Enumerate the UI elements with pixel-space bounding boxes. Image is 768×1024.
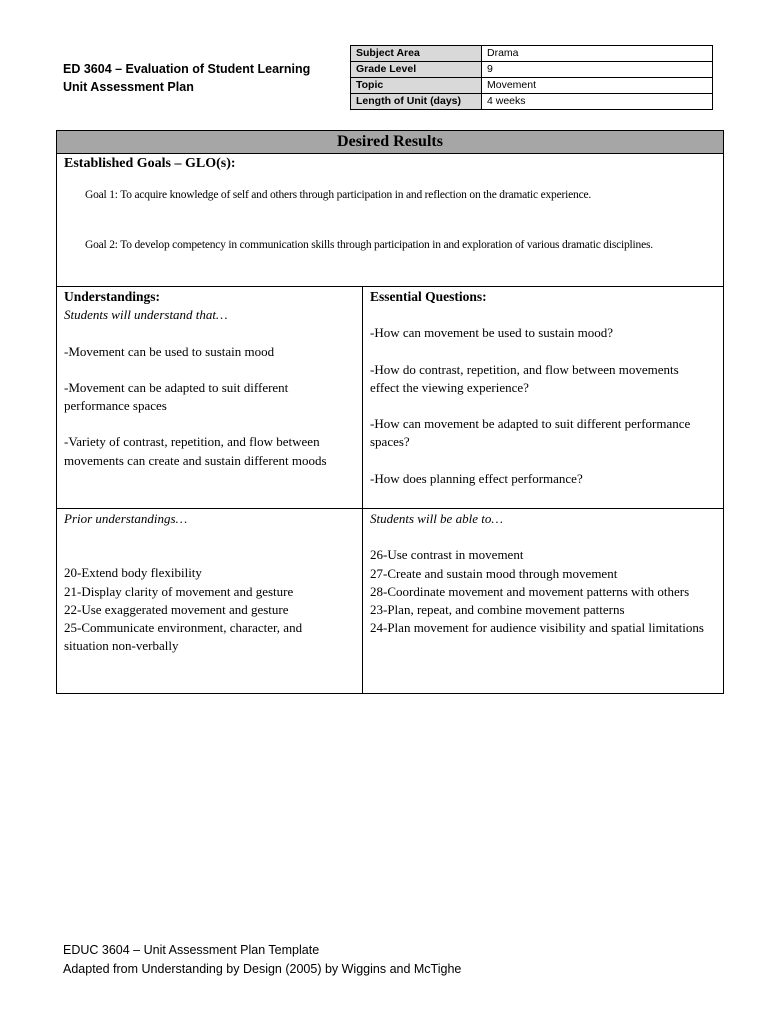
grade-level-label: Grade Level [351,62,482,78]
course-title-line1: ED 3604 – Evaluation of Student Learning [63,62,311,76]
established-goals-heading: Established Goals – GLO(s): [64,156,236,171]
list-item: -How can movement be used to sustain mood? [370,325,613,341]
list-item: -Movement can be adapted to suit different performance spaces [64,379,289,414]
desired-results-table [56,130,724,694]
desired-results-title: Desired Results [57,131,723,154]
row-divider [57,508,723,509]
list-item: 27-Create and sustain mood through movement [370,565,618,581]
table-row [351,78,713,94]
table-row [351,62,713,78]
essential-questions-heading: Essential Questions: [370,289,487,304]
list-item: 22-Use exaggerated movement and gesture [64,601,289,617]
unit-length-value: 4 weeks [482,94,713,110]
subject-area-value: Drama [482,46,713,62]
list-item: -How does planning effect performance? [370,470,583,486]
topic-value: Movement [482,78,713,94]
list-item: 25-Communicate environment, character, and situation non-verbally [64,620,303,654]
document-title [63,60,343,96]
understandings-subheading: Students will understand that… [64,307,228,323]
list-item: -How can movement be adapted to suit different performance spaces? [370,416,691,450]
goal-1: Goal 1: To acquire knowledge of self and others through participation in and reflection on the dramatic experience. [85,189,592,201]
topic-label: Topic [351,78,482,94]
understandings-heading: Understandings: [64,289,161,304]
list-item: -Movement can be used to sustain mood [64,343,275,359]
list-item: -Variety of contrast, repetition, and flow between movements can create and sustain different moods [64,434,327,468]
list-item: 24-Plan movement for audience visibility and spatial limitations [370,620,704,636]
able-to-heading: Students will be able to… [370,511,503,526]
prior-understandings-heading: Prior understandings… [64,511,188,526]
course-title-line2: Unit Assessment Plan [63,80,194,94]
prior-understandings-cell [64,510,349,656]
footer-line2: Adapted from Understanding by Design (2005) by Wiggins and McTighe [63,962,462,976]
subject-area-label: Subject Area [351,46,482,62]
list-item: -How do contrast, repetition, and flow between movements effect the viewing experience? [370,361,679,395]
footer-line1: EDUC 3604 – Unit Assessment Plan Template [63,943,320,957]
unit-info-table [350,45,713,110]
list-item: 20-Extend body flexibility [64,565,202,581]
list-item: 23-Plan, repeat, and combine movement patterns [370,602,625,618]
list-item: 26-Use contrast in movement [370,547,524,563]
table-row [351,46,713,62]
row-divider [57,286,723,287]
table-row [351,94,713,110]
understandings-cell [64,288,349,470]
list-item: 21-Display clarity of movement and gesture [64,583,294,599]
able-to-cell [370,510,715,638]
goal-2: Goal 2: To develop competency in communication skills through participation in and exploration of various dramatic disciplines. [85,239,653,251]
column-divider [362,286,363,694]
grade-level-value: 9 [482,62,713,78]
essential-questions-cell [370,288,710,488]
page-footer [63,941,461,979]
list-item: 28-Coordinate movement and movement patterns with others [370,583,690,599]
unit-length-label: Length of Unit (days) [351,94,482,110]
